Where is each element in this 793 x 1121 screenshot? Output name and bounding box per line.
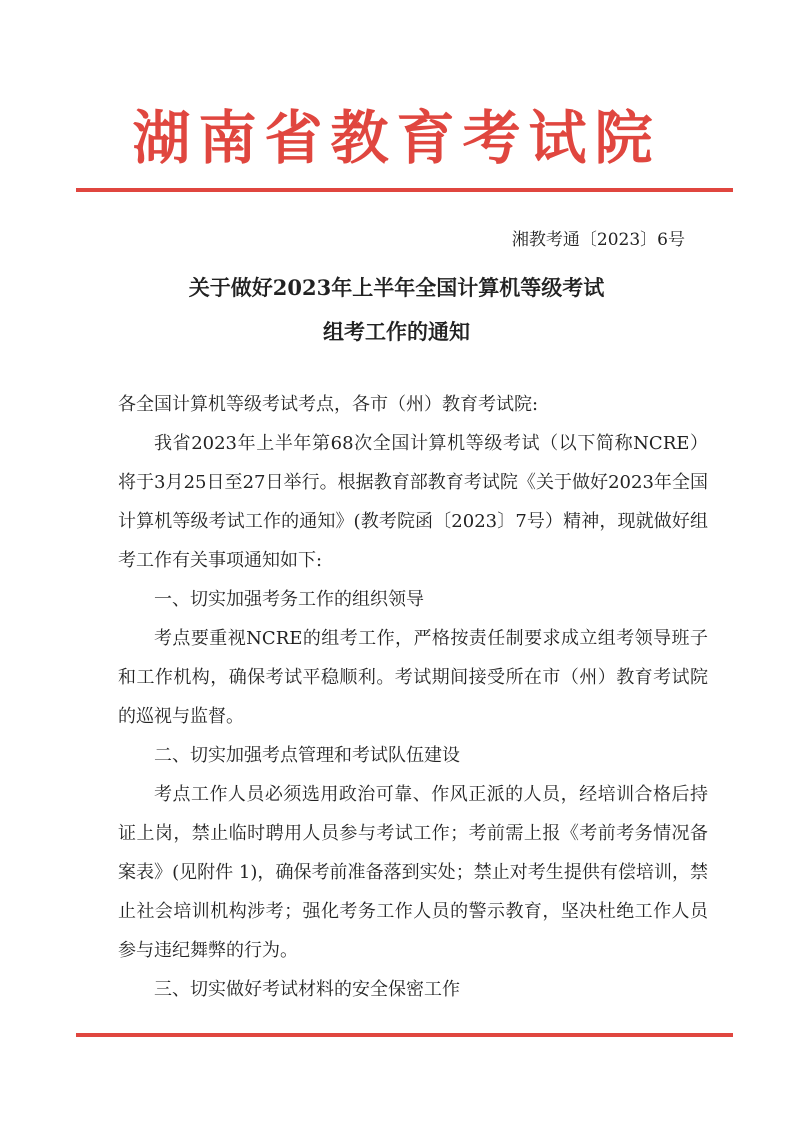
issuing-org-header: 湖南省教育考试院 bbox=[132, 104, 661, 172]
section-paragraph-1: 考点要重视NCRE的组考工作，严格按责任制要求成立组考领导班子和工作机构，确保考试平稳顺利。考试期间接受所在市（州）教育考试院的巡视与监督。 bbox=[118, 628, 708, 727]
section-heading-3: 三、切实做好考试材料的安全保密工作 bbox=[154, 979, 460, 1000]
document-title bbox=[0, 266, 793, 354]
salutation: 各全国计算机等级考试考点，各市（州）教育考试院: bbox=[118, 394, 539, 415]
document-body bbox=[118, 385, 708, 1009]
document-number: 湘教考通〔2023〕6号 bbox=[511, 230, 685, 250]
intro-paragraph: 我省2023年上半年第68次全国计算机等级考试（以下简称NCRE）将于3月25日至27日举行。根据教育部教育考试院《关于做好2023年全国计算机等级考试工作的通知》(教考院函〔2023〕7号）精神，现就做好组考工作有关事项通知如下: bbox=[118, 433, 708, 571]
section-heading-2: 二、切实加强考点管理和考试队伍建设 bbox=[154, 745, 460, 766]
header-red-rule bbox=[76, 188, 733, 192]
footer-red-rule bbox=[76, 1033, 733, 1037]
document-title-line-1: 关于做好2023年上半年全国计算机等级考试 bbox=[188, 275, 605, 300]
section-heading-1: 一、切实加强考务工作的组织领导 bbox=[154, 589, 424, 610]
document-title-line-2: 组考工作的通知 bbox=[323, 319, 470, 344]
section-paragraph-2: 考点工作人员必须选用政治可靠、作风正派的人员，经培训合格后持证上岗，禁止临时聘用人员参与考试工作；考前需上报《考前考务情况备案表》(见附件 1)，确保考前准备落到实处；禁止对考生提供有偿培训，禁止社会培训机构涉考；强化考务工作人员的警示教育，坚决杜绝工作人员参与违纪舞弊的行为。 bbox=[118, 784, 708, 961]
